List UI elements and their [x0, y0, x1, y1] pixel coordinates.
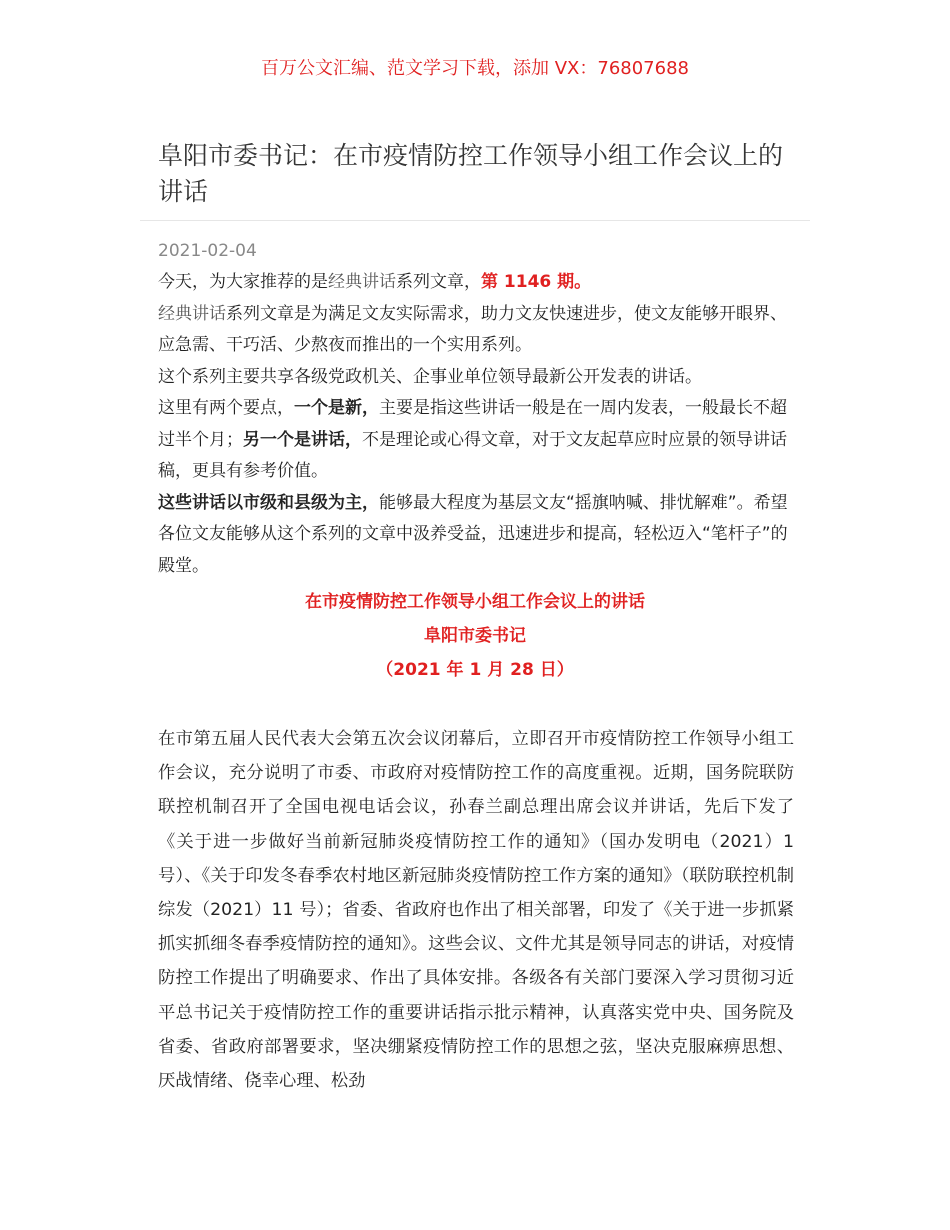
speech-heading: 在市疫情防控工作领导小组工作会议上的讲话 [305, 592, 645, 612]
article-title: 阜阳市委书记：在市疫情防控工作领导小组工作会议上的讲话 [158, 141, 784, 206]
intro-text: 系列文章是为满足文友实际需求，助力文友快速进步，使文友能够开眼界、应急需、干巧活、少熬夜而推出的一个实用系列。 [158, 303, 787, 355]
speech-date: （2021 年 1 月 28 日） [376, 660, 574, 680]
promo-banner: 百万公文汇编、范文学习下载，添加 VX：76807688 [261, 58, 689, 79]
intro-text: 今天，为大家推荐的是 [158, 272, 328, 292]
intro-text: 不是理论或心得文章，对于文友起草应时应景的领导讲话稿，更具有参考价值。 [158, 429, 787, 481]
intro-text: 系列文章， [396, 272, 481, 292]
key-point: 这些讲话以市级和县级为主， [158, 492, 379, 513]
speech-body: 在市第五届人民代表大会第五次会议闭幕后，立即召开市疫情防控工作领导小组工作会议，充分说明了市委、市政府对疫情防控工作的高度重视。近期，国务院联防联控机制召开了全国电视电话会议，孙春兰副总理出席会议并讲话，先后下发了《关于进一步做好当前新冠肺炎疫情防控工作的通知》（国办发明电（2021）1 号）、《关于印发冬春季农村地区新冠肺炎疫情防控工作方案的通知》（联防联控机制综发（2021）11 号）；省委、省政府也作出了相关部署，印发了《关于进一步抓紧抓实抓细冬春季疫情防控的通知》。这些会议、文件尤其是领导同志的讲话，对疫情防控工作提出了明确要求、作出了具体安排。各级各有关部门要深入学习贯彻习近平总书记关于疫情防控工作的重要讲话指示批示精神，认真落实党中央、国务院及省委、省政府部署要求，坚决绷紧疫情防控工作的思想之弦，坚决克服麻痹思想、厌战情绪、侥幸心理、松劲 [158, 729, 794, 1092]
intro-paragraph-4 [158, 393, 794, 488]
series-link[interactable]: 经典讲话 [328, 272, 396, 292]
speech-speaker: 阜阳市委书记 [424, 626, 526, 646]
intro-paragraph-5 [158, 488, 794, 583]
intro-text: 这里有两个要点， [158, 398, 294, 418]
intro-text: 能够最大程度为基层文友“摇旗呐喊、排忧解难”。希望各位文友能够从这个系列的文章中汲养受益，迅速进步和提高，轻松迈入“笔杆子”的殿堂。 [158, 492, 788, 576]
key-point: 另一个是讲话， [243, 429, 362, 450]
intro-text: 主要是指这些讲话一般是在一周内发表，一般最长不超过半个月； [158, 398, 787, 450]
intro-paragraph-3: 这个系列主要共享各级党政机关、企事业单位领导最新公开发表的讲话。 [158, 366, 702, 387]
series-link[interactable]: 经典讲话 [158, 303, 226, 324]
publish-date: 2021-02-04 [158, 241, 257, 261]
intro-paragraph-2 [158, 299, 794, 362]
key-point: 一个是新， [294, 398, 379, 418]
intro-section [158, 267, 794, 582]
intro-paragraph-1 [158, 267, 794, 299]
title-divider [140, 220, 810, 221]
issue-number: 第 1146 期。 [481, 272, 592, 292]
